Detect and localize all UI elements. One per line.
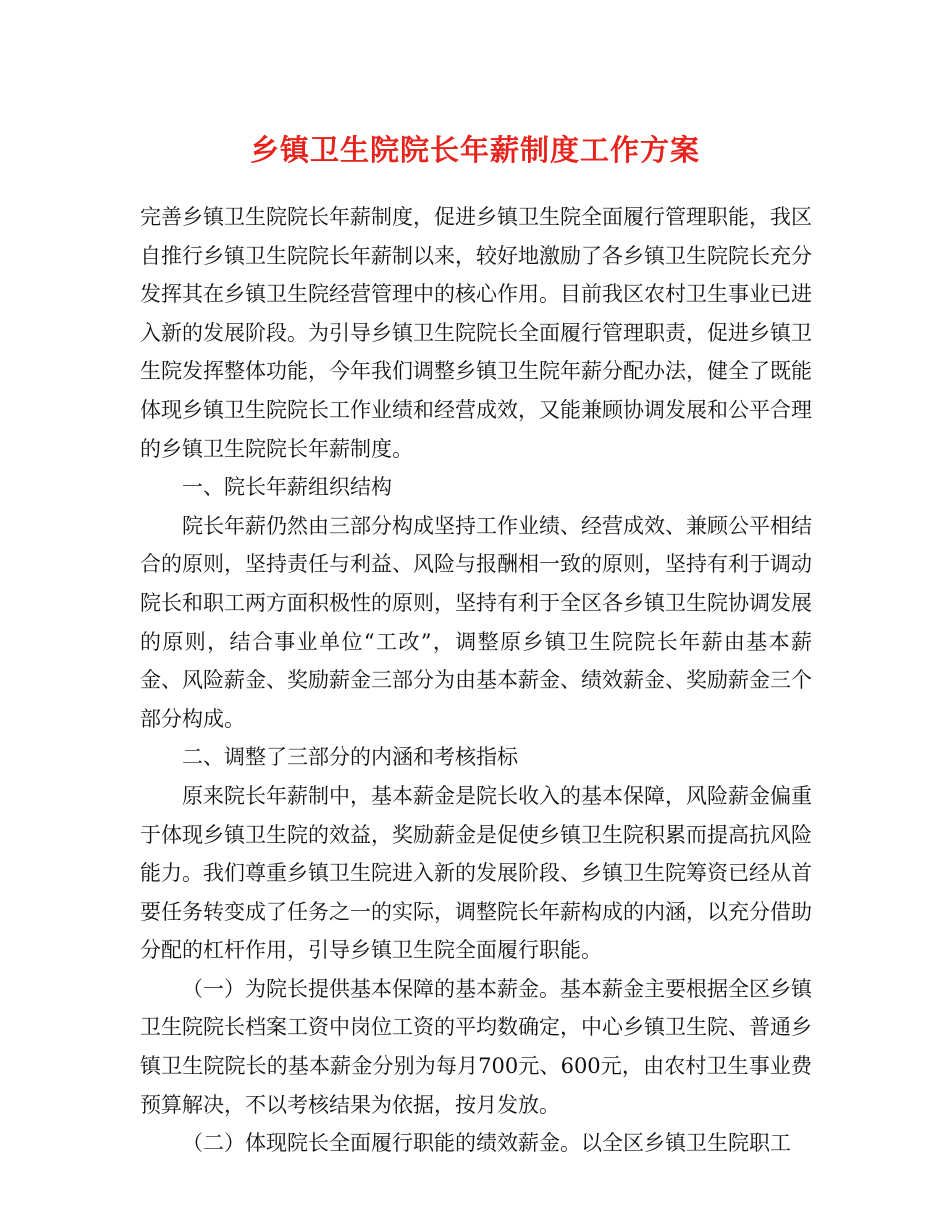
section-heading-2: 二、调整了三部分的内涵和考核指标 [182,745,518,770]
section-heading-1: 一、院长年薪组织结构 [182,475,392,500]
paragraph-section-1: 院长年薪仍然由三部分构成坚持工作业绩、经营成效、兼顾公平相结合的原则，坚持责任与利益、风险与报酬相一致的原则，坚持有利于调动院长和职工两方面积极性的原则，坚持有利于全区各乡镇卫生院协调发展的原则，结合事业单位“工改”，调整原乡镇卫生院院长年薪由基本薪金、风险薪金、奖励薪金三部分为由基本薪金、绩效薪金、奖励薪金三个部分构成。 [140,513,812,731]
document-title: 乡镇卫生院院长年薪制度工作方案 [249,133,700,167]
paragraph-subsection-1: （一）为院长提供基本保障的基本薪金。基本薪金主要根据全区乡镇卫生院院长档案工资中岗位工资的平均数确定，中心乡镇卫生院、普通乡镇卫生院院长的基本薪金分别为每月700元、600元，由农村卫生事业费预算解决，不以考核结果为依据，按月发放。 [140,976,812,1117]
paragraph-section-2: 原来院长年薪制中，基本薪金是院长收入的基本保障，风险薪金偏重于体现乡镇卫生院的效益，奖励薪金是促使乡镇卫生院积累而提高抗风险能力。我们尊重乡镇卫生院进入新的发展阶段、乡镇卫生院筹资已经从首要任务转变成了任务之一的实际，调整院长年薪构成的内涵，以充分借助分配的杠杆作用，引导乡镇卫生院全面履行职能。 [140,783,812,963]
paragraph-intro: 完善乡镇卫生院院长年薪制度，促进乡镇卫生院全面履行管理职能，我区自推行乡镇卫生院院长年薪制以来，较好地激励了各乡镇卫生院院长充分发挥其在乡镇卫生院经营管理中的核心作用。目前我区农村卫生事业已进入新的发展阶段。为引导乡镇卫生院院长全面履行管理职责，促进乡镇卫生院发挥整体功能，今年我们调整乡镇卫生院年薪分配办法，健全了既能体现乡镇卫生院院长工作业绩和经营成效，又能兼顾协调发展和公平合理的乡镇卫生院院长年薪制度。 [140,205,812,461]
paragraph-subsection-2: （二）体现院长全面履行职能的绩效薪金。以全区乡镇卫生院职工 [182,1131,791,1156]
document-body [140,198,812,1163]
